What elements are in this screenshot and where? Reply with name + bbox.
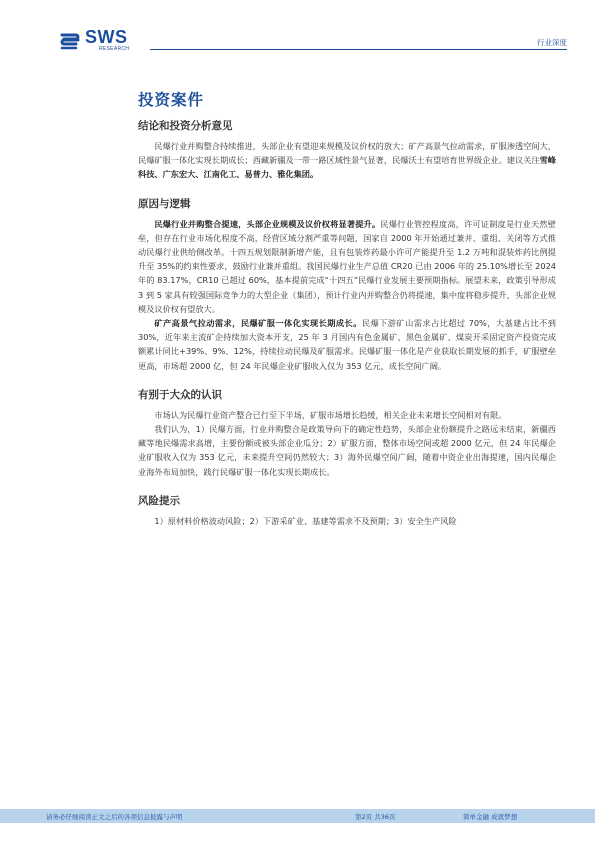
section-gap xyxy=(138,479,556,493)
report-type-label: 行业深度 xyxy=(537,38,567,47)
section-title: 有别于大众的认识 xyxy=(138,388,222,401)
text-run: 市场认为民爆行业资产整合已行至下半场，矿服市场增长趋缓，相关企业未来增长空间相对有限。 xyxy=(154,409,507,420)
logo-sub-text: RESEARCH xyxy=(99,46,130,52)
footer-page-number: 第2页 共36页 xyxy=(355,813,396,821)
body-paragraph xyxy=(138,316,556,373)
section-title: 结论和投资分析意见 xyxy=(138,120,233,132)
text-run: 民爆行业并购整合持续推进，头部企业有望迎来规模及议价权的放大；矿产高景气拉动需求，矿服渗透空间大，民爆矿服一体化实现长期成长；西藏新疆及一带一路区域性景气显著，民爆沃土有望培育世界级企业。建议关注 xyxy=(138,141,556,166)
section-gap xyxy=(138,373,556,387)
page-header xyxy=(0,0,595,56)
text-run: 民爆行业管控程度高，许可证制度是行业天然壁垒，但存在行业市场化程度不高，经营区域分割严重等问题，国家自 2000 年开始通过兼并、重组、关闭等方式推动民爆行业供给侧改革。十四五规划限制新增产能，且有包装炸药最小许可产能提升至 1.2 万吨和混装炸药比例提升至 35%的约束性要求，鼓励行业兼并重组。我国民爆行业生产总值 CR20 已由 2006 年的 25.10%增长至 2024 年的 83.17%，CR10 已超过 60%，基本提前完成“十四五”民爆行业发展主要预期指标。展望未来，政策引导形成 3 到 5 家具有较强国际竞争力的大型企业（集团），预计行业内并购整合仍将提速，集中度将稳步提升，头部企业规模及议价权有望放大。 xyxy=(138,218,556,314)
page-title: 投资案件 xyxy=(138,91,205,109)
page-footer xyxy=(0,809,595,823)
bold-text-run: 矿产高景气拉动需求，民爆矿服一体化实现长期成长。 xyxy=(154,318,362,329)
body-paragraph xyxy=(138,422,556,479)
logo-main-text: SWS xyxy=(85,27,128,47)
body-paragraph xyxy=(138,217,556,316)
text-run: 我们认为，1）民爆方面，行业并购整合是政策导向下的确定性趋势，头部企业份额提升之路远未结束，新疆西藏等地民爆需求高增，主要份额或被头部企业瓜分；2）矿服方面，整体市场空间或超 2000 亿元，但 24 年民爆企业矿服收入仅为 353 亿元，未来提升空间仍然较大；3）海外民爆空间广阔，随着中资企业出海提速，国内民爆企业海外布局加快，践行民爆矿服一体化实现长期成长。 xyxy=(138,424,556,477)
main-content xyxy=(138,88,556,528)
body-paragraph xyxy=(138,408,556,422)
sections-container xyxy=(138,118,556,528)
bold-text-run: 雪峰科技、广东宏大、江南化工、易普力、雅化集团。 xyxy=(138,155,556,180)
section-title: 原因与逻辑 xyxy=(138,197,191,210)
sws-logo xyxy=(59,28,129,52)
header-divider xyxy=(150,49,567,50)
sws-logo-icon xyxy=(59,29,81,51)
section-gap xyxy=(138,182,556,196)
logo-text xyxy=(85,28,129,52)
footer-disclaimer: 请务必仔细阅读正文之后的各项信息披露与声明 xyxy=(46,813,183,821)
text-run: 民爆下游矿山需求占比超过 70%，大基建占比不到 30%，近年来主流矿企持续加大资本开支，25 年 3 月国内有色金属矿、黑色金属矿、煤炭开采固定资产投资完成额累计同比+39%、9%、12%，持续拉动民爆及矿服需求。民爆矿服一体化是产业获取长期发展的抓手，矿服壁垒更高，市场超 2000 亿，但 24 年民爆企业矿服收入仅为 353 亿元，成长空间广阔。 xyxy=(138,318,556,371)
footer-slogan: 简单金融 成就梦想 xyxy=(463,813,518,821)
section-title: 风险提示 xyxy=(138,494,180,507)
text-run: 1）原材料价格波动风险；2）下游采矿业、基建等需求不及预期；3）安全生产风险 xyxy=(154,515,457,526)
body-paragraph xyxy=(138,514,556,528)
body-paragraph xyxy=(138,139,556,182)
bold-text-run: 民爆行业并购整合提速，头部企业规模及议价权将显著提升。 xyxy=(154,218,381,229)
